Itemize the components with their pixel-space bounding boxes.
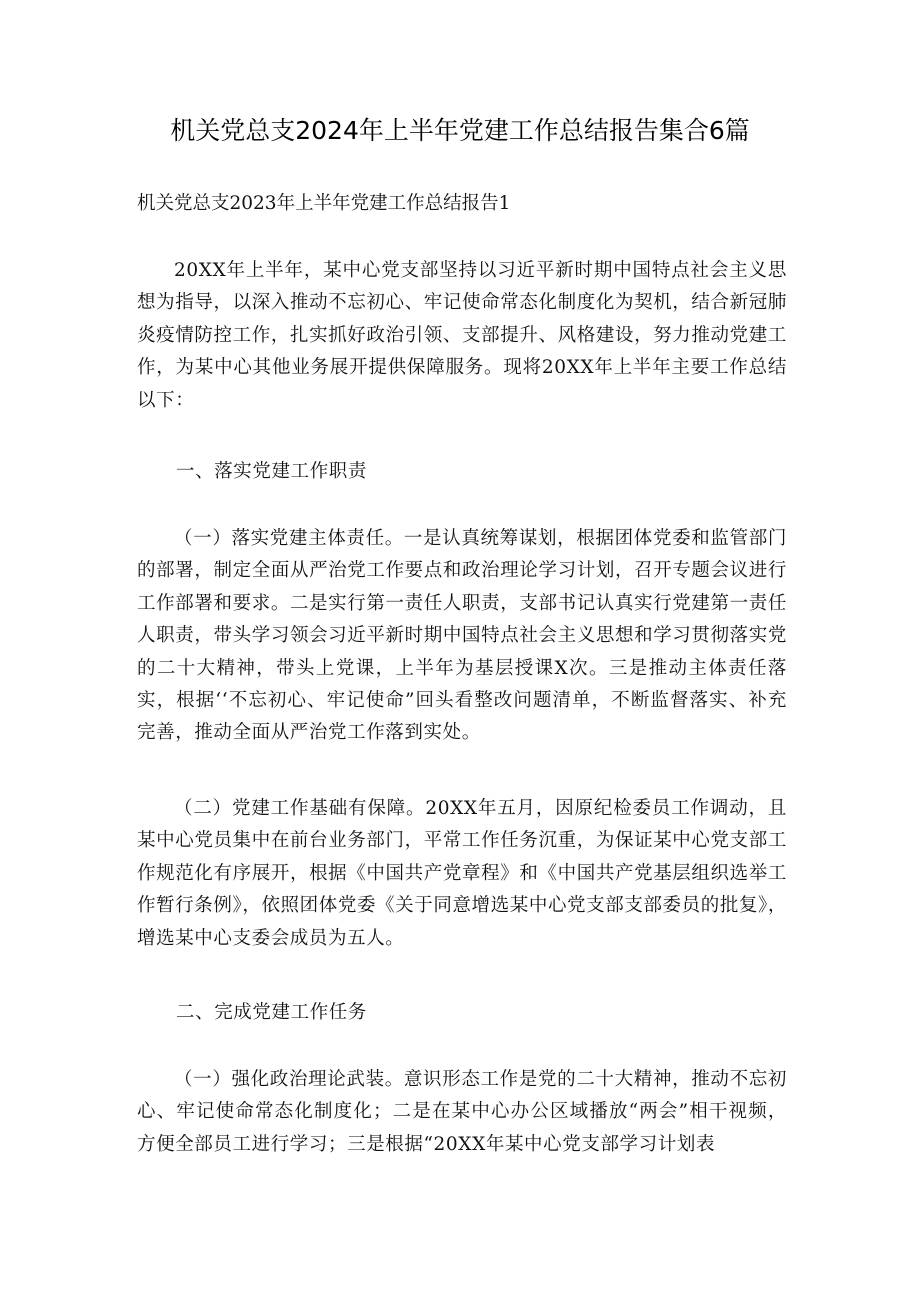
intro-paragraph: 20XX年上半年，某中心党支部坚持以习近平新时期中国特点社会主义思想为指导，以深入推动不忘初心、牢记使命常态化制度化为契机，结合新冠肺炎疫情防控工作，扎实抓好政治引领、支部提升、风格建设，努力推动党建工作，为某中心其他业务展开提供保障服务。现将20XX年上半年主要工作总结以下：	[137, 260, 787, 411]
section1-paragraph-2: （二）党建工作基础有保障。20XX年五月，因原纪检委员工作调动，且某中心党员集中在前台业务部门，平常工作任务沉重，为保证某中心党支部工作规范化有序展开，根据《中国共产党章程》和《中国共产党基层组织选举工作暂行条例》，依照团体党委《关于同意增选某中心党支部支部委员的批复》，增选某中心支委会成员为五人。	[137, 798, 788, 949]
section-heading-1: 一、落实党建工作职责	[176, 461, 368, 482]
document-title: 机关党总支2024年上半年党建工作总结报告集合6篇	[170, 116, 750, 145]
section1-paragraph-1: （一）落实党建主体责任。一是认真统筹谋划，根据团体党委和监管部门的部署，制定全面从严治党工作要点和政治理论学习计划，召开专题会议进行工作部署和要求。二是实行第一责任人职责，支部书记认真实行党建第一责任人职责，带头学习领会习近平新时期中国特点社会主义思想和学习贯彻落实党的二十大精神，带头上党课，上半年为基层授课X次。三是推动主体责任落实，根据‘‘不忘初心、牢记使命”回头看整改问题清单，不断监督落实、补充完善，推动全面从严治党工作落到实处。	[137, 528, 787, 744]
document-subtitle: 机关党总支2023年上半年党建工作总结报告1	[137, 193, 511, 214]
section-heading-2: 二、完成党建工作任务	[176, 1002, 368, 1023]
section2-paragraph-1: （一）强化政治理论武装。意识形态工作是党的二十大精神，推动不忘初心、牢记使命常态化制度化；二是在某中心办公区域播放“两会”相干视频，方便全部员工进行学习；三是根据“20XX年某中心党支部学习计划表	[137, 1069, 787, 1155]
